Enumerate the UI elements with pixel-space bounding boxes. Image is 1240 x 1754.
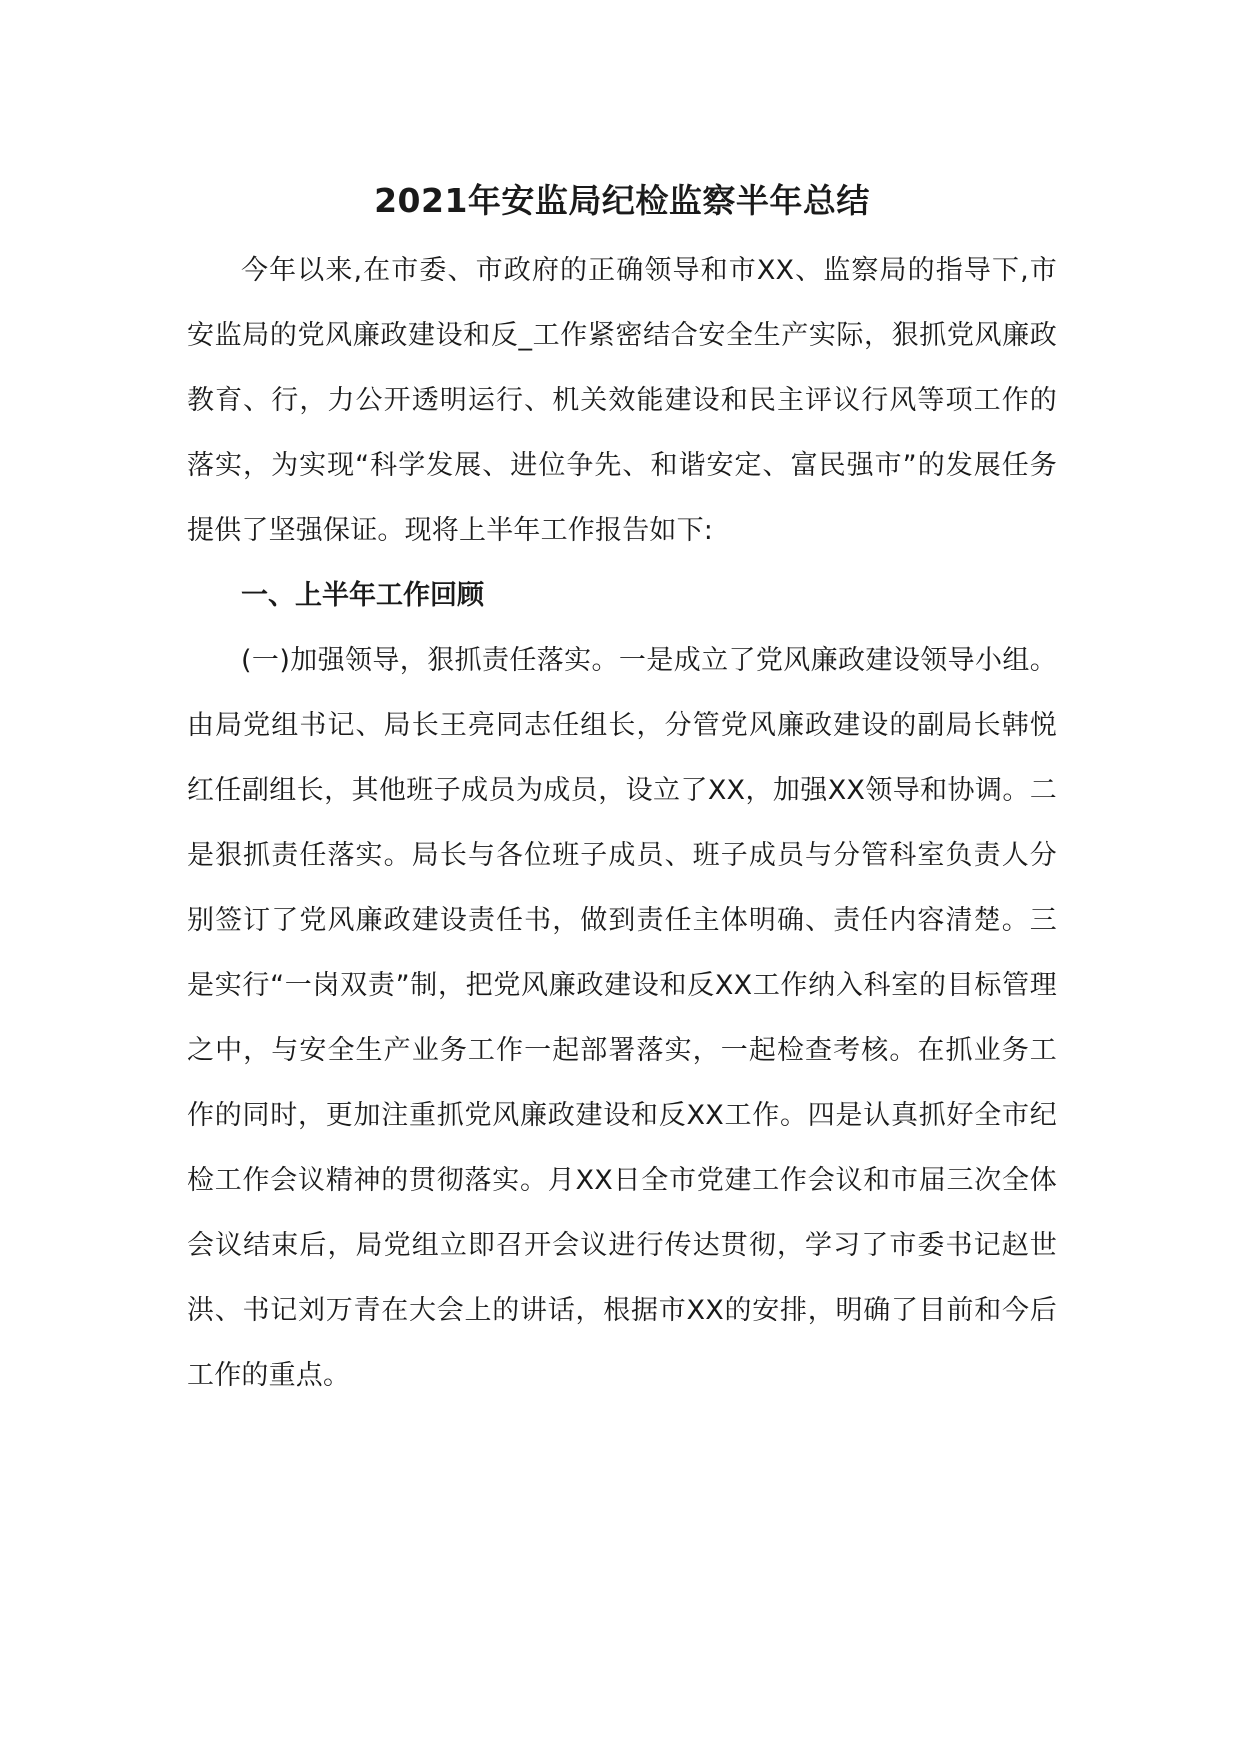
document-title: 2021年安监局纪检监察半年总结 xyxy=(374,181,870,220)
body-paragraph: (一)加强领导，狠抓责任落实。一是成立了党风廉政建设领导小组。由局党组书记、局长王亮同志任组长，分管党风廉政建设的副局长韩悦红任副组长，其他班子成员为成员，设立了XX，加强XX领导和协调。二是狠抓责任落实。局长与各位班子成员、班子成员与分管科室负责人分别签订了党风廉政建设责任书，做到责任主体明确、责任内容清楚。三是实行“一岗双责”制，把党风廉政建设和反XX工作纳入科室的目标管理之中，与安全生产业务工作一起部署落实，一起检查考核。在抓业务工作的同时，更加注重抓党风廉政建设和反XX工作。四是认真抓好全市纪检工作会议精神的贯彻落实。月XX日全市党建工作会议和市届三次全体会议结束后，局党组立即召开会议进行传达贯彻，学习了市委书记赵世洪、书记刘万青在大会上的讲话，根据市XX的安排，明确了目前和今后工作的重点。 xyxy=(187,645,1057,1391)
document-body xyxy=(187,178,1057,1408)
intro-paragraph: 今年以来,在市委、市政府的正确领导和市XX、监察局的指导下,市安监局的党风廉政建设和反_工作紧密结合安全生产实际，狠抓党风廉政教育、行，力公开透明运行、机关效能建设和民主评议行风等项工作的落实，为实现“科学发展、进位争先、和谐安定、富民强市”的发展任务提供了坚强保证。现将上半年工作报告如下: xyxy=(187,255,1057,546)
section-heading: 一、上半年工作回顾 xyxy=(241,580,484,611)
